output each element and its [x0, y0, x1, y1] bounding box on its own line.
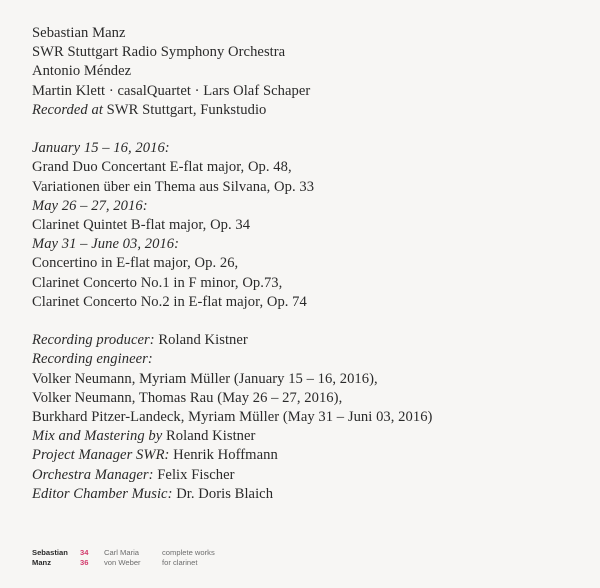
session-work: Grand Duo Concertant E-flat major, Op. 48, [32, 159, 292, 176]
credits-block [32, 24, 432, 504]
engineer-credit: Volker Neumann, Thomas Rau (May 26 – 27, 2016), [32, 389, 343, 406]
page-footer [32, 548, 242, 568]
footer-page-bottom: 36 [80, 558, 89, 567]
session-work: Variationen über ein Thema aus Silvana, Op. 33 [32, 178, 315, 195]
engineer-credit: Burkhard Pitzer-Landeck, Myriam Müller (May 31 – Juni 03, 2016) [32, 409, 433, 426]
footer-page-top: 34 [80, 548, 89, 557]
recorded-at-value: SWR Stuttgart, Funkstudio [102, 101, 267, 118]
footer-artist-last: Manz [32, 558, 51, 567]
recorded-at-label: Recorded at [32, 101, 103, 118]
footer-works-line1: complete works [162, 548, 215, 557]
spacer [32, 120, 432, 139]
mix-mastering [32, 427, 432, 446]
recording-producer [32, 331, 432, 350]
chamber-ensemble: Martin Klett · casalQuartet · Lars Olaf Schaper [32, 82, 311, 99]
footer-composer-last: von Weber [104, 558, 141, 567]
session-date: May 26 – 27, 2016: [32, 197, 148, 214]
producer-value: Roland Kistner [154, 332, 248, 349]
om-value: Felix Fischer [153, 466, 235, 483]
ed-label: Editor Chamber Music: [32, 485, 173, 502]
session-date: May 31 – June 03, 2016: [32, 236, 180, 253]
footer-works-line2: for clarinet [162, 558, 198, 567]
mix-label: Mix and Mastering by [32, 428, 163, 445]
ed-value: Dr. Doris Blaich [172, 485, 274, 502]
producer-label: Recording producer: [32, 332, 155, 349]
session-work: Clarinet Concerto No.1 in F minor, Op.73, [32, 274, 283, 291]
engineer-credit: Volker Neumann, Myriam Müller (January 15 – 16, 2016), [32, 370, 378, 387]
editor-chamber-music [32, 485, 432, 504]
spacer [32, 312, 432, 331]
footer-composer [104, 548, 162, 568]
session-date: January 15 – 16, 2016: [32, 140, 170, 157]
session-work: Clarinet Quintet B-flat major, Op. 34 [32, 217, 251, 234]
footer-artist [32, 548, 80, 568]
engineer-label: Recording engineer: [32, 351, 153, 368]
soloist-name: Sebastian Manz [32, 25, 126, 41]
session-work: Concertino in E-flat major, Op. 26, [32, 255, 239, 272]
conductor-name: Antonio Méndez [32, 63, 132, 80]
pm-label: Project Manager SWR: [32, 447, 170, 464]
om-label: Orchestra Manager: [32, 466, 154, 483]
footer-artist-first: Sebastian [32, 548, 68, 557]
footer-page-numbers [80, 548, 104, 568]
mix-value: Roland Kistner [162, 428, 256, 445]
orchestra-name: SWR Stuttgart Radio Symphony Orchestra [32, 44, 286, 61]
footer-works [162, 548, 242, 568]
footer-composer-first: Carl Maria [104, 548, 140, 557]
session-work: Clarinet Concerto No.2 in E-flat major, Op. 74 [32, 293, 307, 310]
project-manager [32, 446, 432, 465]
orchestra-manager [32, 466, 432, 485]
pm-value: Henrik Hoffmann [169, 447, 278, 464]
recording-location [32, 101, 432, 120]
